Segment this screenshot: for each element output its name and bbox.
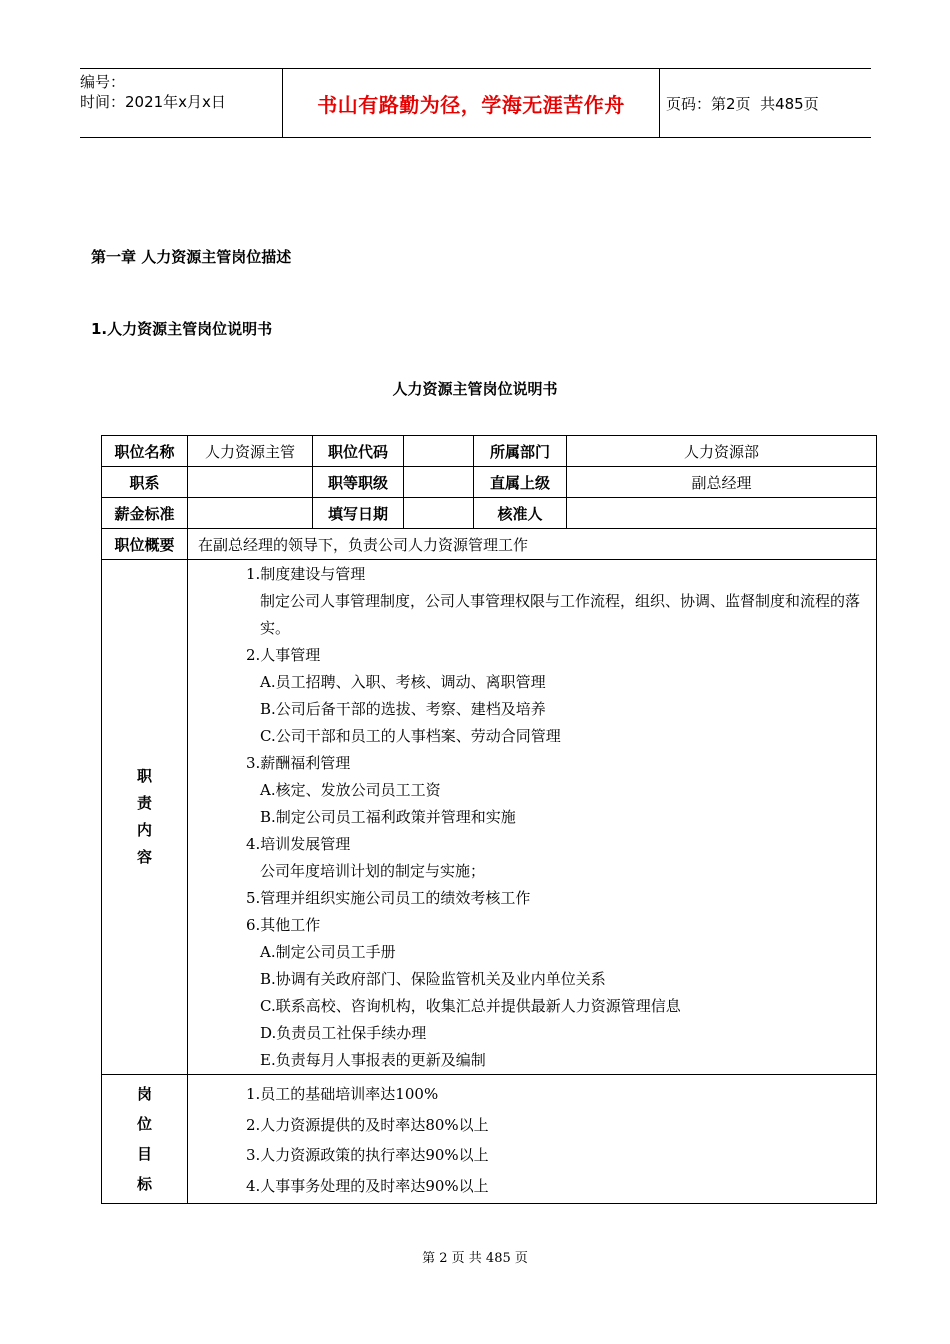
section-title: 1.人力资源主管岗位说明书 [91,320,273,338]
position-name-value: 人力资源主管 [188,436,313,467]
page-label: 页码：第2页 共485页 [666,94,819,113]
duty-item: B.制定公司员工福利政策并管理和实施 [260,808,516,826]
supervisor-value: 副总经理 [567,467,877,498]
position-code-value [404,436,474,467]
goal-item: 3.人力资源政策的执行率达90%以上 [246,1146,489,1164]
overview-label: 职位概要 [102,529,188,560]
fill-date-label: 填写日期 [313,498,404,529]
approver-label: 核准人 [474,498,567,529]
duties-content [188,560,877,1075]
duty-item: D.负责员工社保手续办理 [260,1024,427,1042]
duty-item: B.协调有关政府部门、保险监管机关及业内单位关系 [260,970,606,988]
header-meta [80,69,282,137]
duty-item: C.公司干部和员工的人事档案、劳动合同管理 [260,727,561,745]
time-label: 时间：2021年x月x日 [80,93,226,111]
table-row [102,436,877,467]
duty-item: E.负责每月人事报表的更新及编制 [260,1051,486,1069]
fill-date-value [404,498,474,529]
page-footer [0,1247,950,1266]
series-label: 职系 [102,467,188,498]
number-label: 编号： [80,73,126,91]
goals-content [188,1075,877,1204]
duty-item: 2.人事管理 [246,646,321,664]
header-page-info [660,69,871,137]
overview-value: 在副总经理的领导下，负责公司人力资源管理工作 [188,529,877,560]
department-label: 所属部门 [474,436,567,467]
job-description-table [101,435,877,1204]
supervisor-label: 直属上级 [474,467,567,498]
page-header [80,68,871,138]
document-title: 人力资源主管岗位说明书 [392,380,558,398]
series-value [188,467,313,498]
motto: 书山有路勤为径，学海无涯苦作舟 [282,69,660,137]
duty-item: 制定公司人事管理制度，公司人事管理权限与工作流程，组织、协调、监督制度和流程的落实。 [260,592,861,637]
position-name-label: 职位名称 [102,436,188,467]
duty-item: 4.培训发展管理 [246,835,351,853]
duty-item: A.员工招聘、入职、考核、调动、离职管理 [260,673,546,691]
duty-item: 1.制度建设与管理 [246,565,366,583]
table-row [102,467,877,498]
footer-page-number: 第 2 页 共 485 页 [422,1251,528,1266]
position-code-label: 职位代码 [313,436,404,467]
duty-item: 5.管理并组织实施公司员工的绩效考核工作 [246,889,531,907]
chapter-title: 第一章 人力资源主管岗位描述 [91,248,292,266]
table-row [102,529,877,560]
goals-label: 岗 位 目 标 [102,1075,188,1204]
goal-item: 4.人事事务处理的及时率达90%以上 [246,1176,489,1195]
duty-item: B.公司后备干部的选拔、考察、建档及培养 [260,700,546,718]
grade-label: 职等职级 [313,467,404,498]
duty-item: C.联系高校、咨询机构，收集汇总并提供最新人力资源管理信息 [260,997,681,1015]
duties-row [102,560,877,1075]
table-row [102,498,877,529]
goals-row [102,1075,877,1204]
approver-value [567,498,877,529]
duties-label: 职 责 内 容 [102,560,188,1075]
duty-item: A.核定、发放公司员工工资 [260,781,441,799]
grade-value [404,467,474,498]
salary-value [188,498,313,529]
duty-item: 6.其他工作 [246,916,321,934]
department-value: 人力资源部 [567,436,877,467]
salary-label: 薪金标准 [102,498,188,529]
duty-item: 3.薪酬福利管理 [246,754,351,772]
goal-item: 1.员工的基础培训率达100% [246,1085,439,1103]
duty-item: A.制定公司员工手册 [260,943,396,961]
goal-item: 2.人力资源提供的及时率达80%以上 [246,1115,489,1134]
duty-item: 公司年度培训计划的制定与实施； [260,862,486,880]
